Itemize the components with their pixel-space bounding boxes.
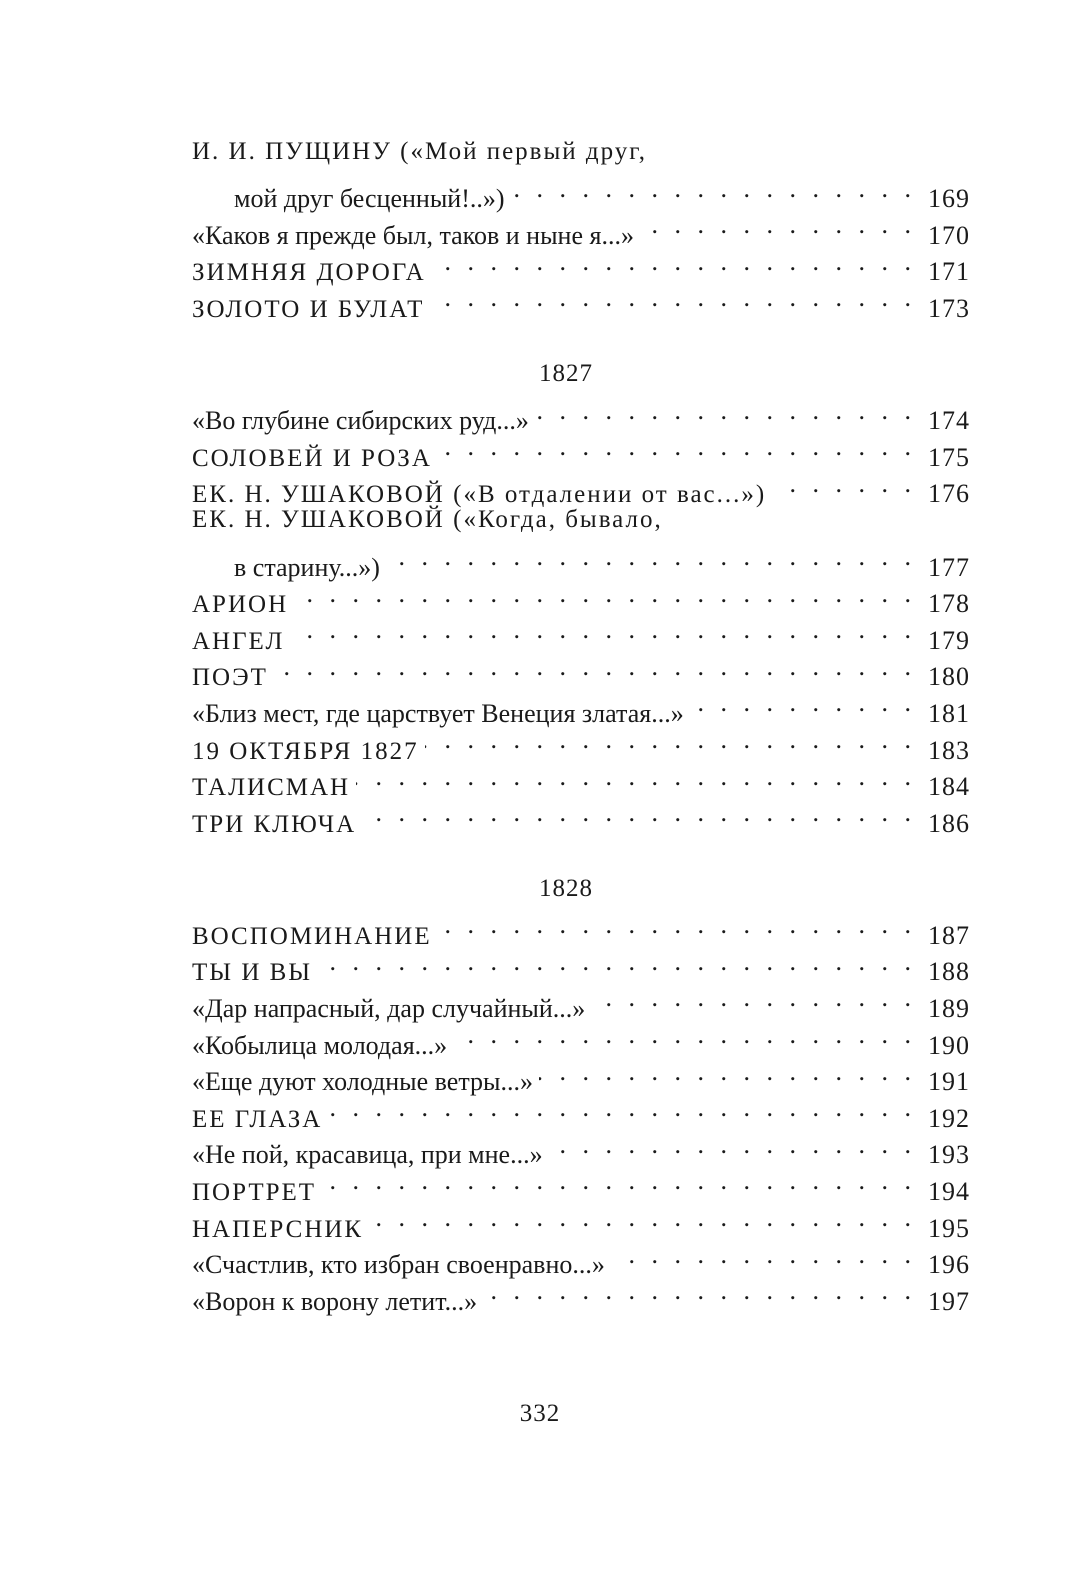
dot-leader bbox=[453, 1017, 916, 1054]
toc-entry-title: «Еще дуют холодные ветры...» bbox=[192, 1067, 533, 1097]
toc-page-number: 188 bbox=[928, 957, 970, 987]
toc-entry-title: И. И. ПУЩИНУ («Мой первый друг, bbox=[192, 138, 647, 165]
toc-entry[interactable] bbox=[192, 393, 970, 436]
year-heading: 1827 bbox=[539, 359, 593, 387]
dot-leader bbox=[318, 944, 916, 981]
toc-entry-line bbox=[192, 685, 970, 728]
toc-entry-title: АНГЕЛ bbox=[192, 627, 285, 655]
toc-entry-title: «Дар напрасный, дар случайный...» bbox=[192, 994, 586, 1024]
toc-page-number: 196 bbox=[928, 1250, 970, 1280]
toc-page-number: 190 bbox=[928, 1030, 970, 1060]
toc-entry-title: ЕК. Н. УШАКОВОЙ («Когда, бывало, bbox=[192, 506, 663, 534]
toc-entry-title: ВОСПОМИНАНИЕ bbox=[192, 922, 432, 950]
toc-entry-title: ЗИМНЯЯ ДОРОГА bbox=[192, 259, 426, 287]
toc-page-number: 177 bbox=[928, 552, 970, 582]
toc-entry-title: ТАЛИСМАН bbox=[192, 774, 351, 802]
toc-entry-title: ЕЕ ГЛАЗА bbox=[192, 1105, 323, 1133]
toc-page-number: 193 bbox=[928, 1140, 970, 1170]
toc-entry-title: АРИОН bbox=[192, 591, 289, 619]
dot-leader bbox=[539, 1054, 916, 1091]
dot-leader bbox=[386, 539, 916, 576]
toc-page-number: 180 bbox=[928, 662, 970, 692]
toc-entry-title: ЕК. Н. УШАКОВОЙ («В отдалении от вас...») bbox=[192, 481, 767, 509]
toc-entry-title: «Не пой, красавица, при мне...» bbox=[192, 1140, 543, 1170]
toc-page-number: 195 bbox=[928, 1213, 970, 1243]
dot-leader bbox=[356, 759, 916, 796]
toc-page-number: 181 bbox=[928, 698, 970, 728]
toc-entry-title: «Каков я прежде был, таков и ныне я...» bbox=[192, 220, 634, 250]
toc-page-number: 197 bbox=[928, 1286, 970, 1316]
toc-entry[interactable] bbox=[192, 685, 970, 728]
toc-page-number: 189 bbox=[928, 994, 970, 1024]
toc-page-number: 176 bbox=[928, 479, 970, 509]
dot-leader bbox=[294, 576, 916, 613]
dot-leader bbox=[430, 280, 916, 317]
toc-entry-title: ЗОЛОТО И БУЛАТ bbox=[192, 295, 425, 323]
toc-page-number: 187 bbox=[928, 920, 970, 950]
toc-entry[interactable] bbox=[192, 576, 970, 619]
dot-leader bbox=[328, 1090, 916, 1127]
toc-page-number: 173 bbox=[928, 293, 970, 323]
dot-leader bbox=[290, 612, 916, 649]
dot-leader bbox=[483, 1273, 916, 1310]
toc-entry-title: НАПЕРСНИК bbox=[192, 1215, 364, 1243]
dot-leader bbox=[549, 1127, 916, 1164]
toc-entry-title: «Близ мест, где царствует Венеция златая...» bbox=[192, 698, 684, 728]
toc-entry-title: ПОЭТ bbox=[192, 664, 268, 692]
dot-leader bbox=[362, 795, 916, 832]
dot-leader bbox=[425, 722, 916, 759]
toc-page-number: 175 bbox=[928, 442, 970, 472]
toc-entry-title: ПОРТРЕТ bbox=[192, 1179, 317, 1207]
toc-page-number: 174 bbox=[928, 406, 970, 436]
dot-leader bbox=[438, 429, 916, 466]
toc-page-number: 192 bbox=[928, 1103, 970, 1133]
dot-leader bbox=[535, 393, 916, 430]
toc-page-number: 184 bbox=[928, 772, 970, 802]
toc-page-number: 183 bbox=[928, 735, 970, 765]
toc-entry-title: «Кобылица молодая...» bbox=[192, 1030, 448, 1060]
toc-page-number: 169 bbox=[928, 184, 970, 214]
toc-entry-line bbox=[192, 907, 970, 950]
toc-entry-line bbox=[192, 171, 970, 214]
year-heading: 1828 bbox=[539, 874, 593, 902]
dot-leader bbox=[511, 171, 916, 208]
toc-page-number: 178 bbox=[928, 589, 970, 619]
toc-entry[interactable] bbox=[192, 612, 970, 655]
toc-entry-line bbox=[192, 393, 970, 436]
dot-leader bbox=[611, 1237, 916, 1274]
dot-leader bbox=[772, 466, 916, 503]
table-of-contents bbox=[192, 134, 970, 1316]
toc-page-number: 191 bbox=[928, 1067, 970, 1097]
toc-entry-title: СОЛОВЕЙ И РОЗА bbox=[192, 444, 432, 472]
toc-entry-title: ТЫ И ВЫ bbox=[192, 959, 313, 987]
toc-entry-line bbox=[192, 612, 970, 655]
toc-entry[interactable] bbox=[192, 502, 970, 582]
page-number: 332 bbox=[519, 1400, 561, 1427]
toc-entry-line bbox=[192, 539, 970, 582]
dot-leader bbox=[322, 1163, 916, 1200]
toc-page-number: 171 bbox=[928, 257, 970, 287]
toc-entry-title: 19 ОКТЯБРЯ 1827 bbox=[192, 737, 419, 765]
dot-leader bbox=[369, 1200, 916, 1237]
toc-entry-line bbox=[192, 134, 970, 171]
dot-leader bbox=[591, 980, 916, 1017]
toc-entry[interactable] bbox=[192, 134, 970, 214]
toc-entry-title: ТРИ КЛЮЧА bbox=[192, 810, 357, 838]
toc-entry-line bbox=[192, 649, 970, 692]
toc-entry-title: «Счастлив, кто избран своенравно...» bbox=[192, 1250, 605, 1280]
toc-entry-title: «Во глубине сибирских руд...» bbox=[192, 406, 529, 436]
dot-leader bbox=[432, 244, 916, 281]
toc-entry-title: в старину...») bbox=[234, 552, 380, 582]
toc-page-number: 179 bbox=[928, 625, 970, 655]
toc-entry-title: мой друг бесценный!..») bbox=[234, 184, 505, 214]
dot-leader bbox=[438, 907, 916, 944]
toc-entry[interactable] bbox=[192, 907, 970, 950]
dot-leader bbox=[640, 207, 916, 244]
toc-entry-title: «Ворон к ворону летит...» bbox=[192, 1286, 478, 1316]
toc-page-number: 194 bbox=[928, 1177, 970, 1207]
toc-entry-line bbox=[192, 502, 970, 539]
toc-page-number: 170 bbox=[928, 220, 970, 250]
dot-leader bbox=[274, 649, 916, 686]
toc-page-number: 186 bbox=[928, 808, 970, 838]
toc-entry[interactable] bbox=[192, 649, 970, 692]
dot-leader bbox=[690, 685, 916, 722]
toc-entry-line bbox=[192, 576, 970, 619]
